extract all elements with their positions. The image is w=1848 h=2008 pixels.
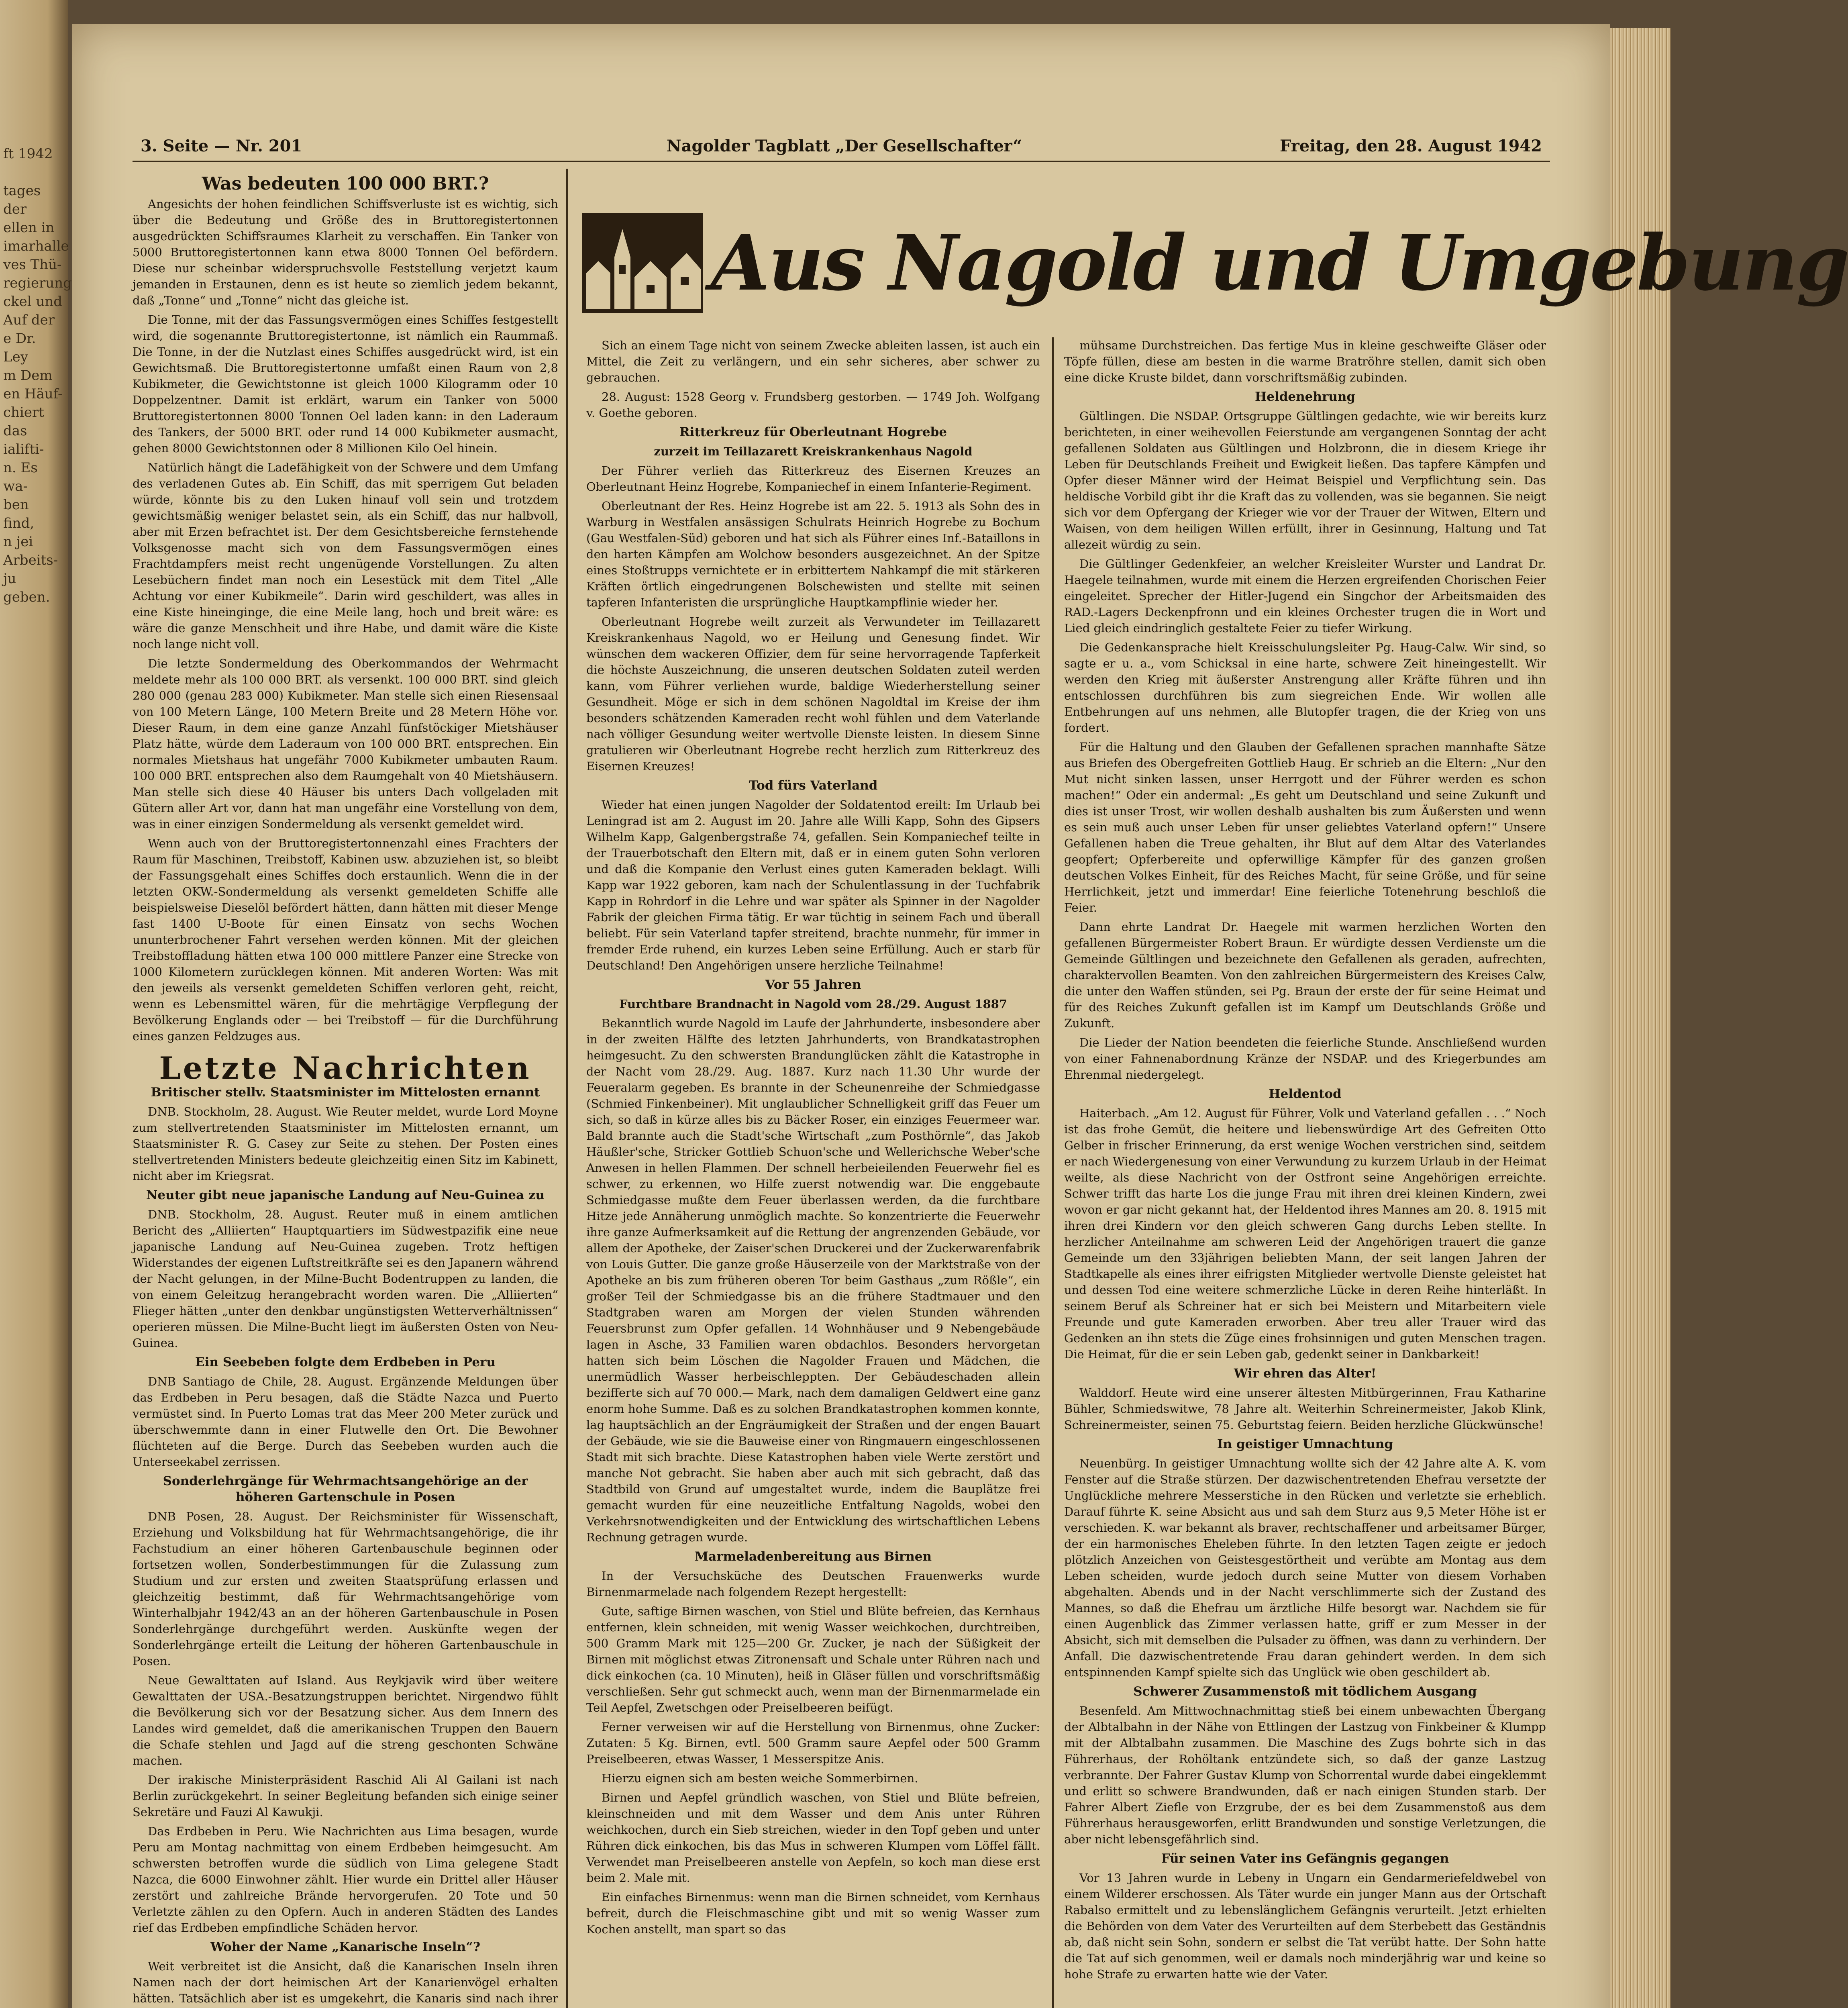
news-text: Weit verbreitet ist die Ansicht, daß die Kanarischen Inseln ihren Namen nach der dort heimischen Art der Kanarienvögel erhalten hätten. Tatsächlich aber ist es umgekehrt, die Kanaris sind nach ihrer [133,1959,558,2005]
spine-line: ben find, [3,497,35,531]
paragraph: Oberleutnant Hogrebe weilt zurzeit als Verwundeter im Teillazarett Kreiskrankenhaus Nagold, wo er Heilung und Genesung findet. Wir wünschen dem wackeren Offizier, dem für seine hervorragende Tapferkeit die höchste Auszeichnung, die unseren deutschen Soldaten zuteil werden kann, vom Führer verliehen wurde, baldige Wiederherstellung seiner Gesundheit. Möge er sich in dem schönen Nagoldtal im Kreise der ihm besonders schätzenden Kameraden recht wohl fühlen und dem Vaterlande nach völliger Gesundung weiter wertvolle Dienste leisten. In diesem Sinne gratulieren wir Oberleutnant Hogrebe recht herzlich zum Ritterkreuz des Eisernen Kreuzes! [586,615,1040,773]
spine-line: ialifti- [3,441,44,457]
news-items [133,1084,558,2008]
paragraph: In der Versuchsküche des Deutschen Frauenwerks wurde Birnenmarmelade nach folgendem Rezept hergestellt: [586,1569,1040,1599]
spine-line: tages der [3,183,41,217]
spine-line: e Dr. Ley [3,331,36,365]
spine-line [3,163,63,182]
column-rule [1052,337,1054,2008]
news-text: Das Erdbeben in Peru. Wie Nachrichten aus Lima besagen, wurde Peru am Montag nachmittag von einem Erdbeben heimgesucht. Am schwersten betroffen wurde die südlich von Lima gelegene Stadt Nazca, die 6000 Einwohner zählt. Hier wurde ein Drittel aller Häuser zerstört und zahlreiche Brände hervorgerufen. 20 Tote und 50 Verletzte zählen zu den Opfern. Auch in anderen Städten des Landes rief das Erdbeben empfindliche Schäden hervor. [133,1824,558,1935]
spine-line: ju geben. [3,571,50,605]
article-body [133,196,558,1044]
article-subheadline: zurzeit im Teillazarett Kreiskrankenhaus Nagold [654,445,973,458]
book-page-edges [1610,28,1671,2008]
news-text: Der irakische Ministerpräsident Raschid Ali Al Gailani ist nach Berlin zurückgekehrt. In seiner Begleitung befanden sich einige seiner Sekretäre und Fauzi Al Kawukji. [133,1773,558,1819]
article-headline: Vor 55 Jahren [765,977,861,992]
calendar-note: 28. August: 1528 Georg v. Frundsberg gestorben. — 1749 Joh. Wolfgang v. Goethe geboren. [586,390,1040,420]
paragraph: Gute, saftige Birnen waschen, von Stiel und Blüte befreien, das Kernhaus entfernen, klein schneiden, mit wenig Wasser weichkochen, durchtreiben, 500 Gramm Mark mit 125—200 Gr. Zucker, je nach der Süßigkeit der Birnen mit möglichst etwas Zitronensaft und Schale unter Rühren nach und dick einkochen (ca. 10 Minuten), heiß in Gläser füllen und vorschriftsmäßig verschließen. Sehr gut schmeckt auch, wenn man der Birnenmarmelade ein Teil Aepfel, Zwetschgen oder Preiselbeeren beifügt. [586,1604,1040,1714]
paragraph: Ein einfaches Birnenmus: wenn man die Birnen schneidet, vom Kernhaus befreit, durch die Fleischmaschine gibt und mit so wenig Wasser zum Kochen anstellt, man spart so das [586,1890,1040,1936]
paragraph: Natürlich hängt die Ladefähigkeit von der Schwere und dem Umfang des verladenen Gutes ab. Ein Schiff, das mit sperrigem Gut beladen würde, könnte bis zu den Luken hinauf voll sein und trotzdem gewichtsmäßig weniger belastet sein, als ein Schiff, das nur halbvoll, aber mit Erzen befrachtet ist. Der dem Gesichtsbereiche fernstehende Volksgenosse macht sich von dem Fassungsvermögen eines Frachtdampfers meist recht ungenügende Vorstellungen. Zu alten Lesebüchern findet man noch ein Lesestück mit dem Titel „Alle Achtung vor einer Kubikmeile“. Darin wird geschildert, was alles in eine Kiste hineinginge, die eine Meile lang, hoch und breit wäre: es wäre die ganze Menschheit und ihre Habe, und damit wäre die Kiste noch lange nicht voll. [133,461,558,651]
article-headline: Wir ehren das Alter! [1234,1366,1377,1381]
paragraph: Die Gedenkansprache hielt Kreisschulungsleiter Pg. Haug-Calw. Wir sind, so sagte er u. a., vom Schicksal in eine harte, schwere Zeit hineingestellt. Wir werden den Krieg mit äußerster Anstrengung aller Kräfte führen und ihn entschlossen durchführen bis zum siegreichen Ende. Wir wollen alle Entbehrungen auf uns nehmen, alle Blutopfer tragen, die der Krieg von uns fordert. [1064,641,1546,735]
paragraph: Die Tonne, mit der das Fassungsvermögen eines Schiffes festgestellt wird, die sogenannte Bruttoregistertonne, ist nämlich ein Raummaß. Die Tonne, in der die Nutzlast eines Schiffes ausgedrückt wird, ist ein Gewichtsmaß. Die Bruttoregistertonne umfaßt einen Raum von 2,8 Kubikmeter, die Gewichtstonne ist gleich 1000 Kilogramm oder 10 Doppelzentner. Damit ist erklärt, warum ein Tanker von 5000 Bruttoregistertonnen 8000 Tonnen Oel laden kann: in den Laderaum des Tankers, der 5000 BRT. oder rund 14 000 Kubikmeter ausmacht, gehen 8000 Gewichtstonnen oder 8 Millionen Kilo Oel hinein. [133,313,558,455]
town-woodcut-icon [582,213,703,313]
paragraph: Walddorf. Heute wird eine unserer ältesten Mitbürgerinnen, Frau Katharine Bühler, Schmiedswitwe, 78 Jahre alt. Weiterhin Schreinermeister, Jakob Klink, Schreinermeister, seinen 75. Geburtstag feiern. Beiden herzliche Glückwünsche! [1064,1386,1546,1432]
newspaper-name: Nagolder Tagblatt „Der Gesellschafter“ [667,137,1022,155]
paragraph: Wenn auch von der Bruttoregistertonnenzahl eines Frachters der Raum für Maschinen, Treibstoff, Kabinen usw. abzuziehen ist, so bleibt der Fassungsgehalt eines Schiffes doch erstaunlich. Wenn die in der letzten OKW.-Sondermeldung als versenkt gemeldeten Schiffe alle beispielsweise Dieselöl befördert hätten, dann hätten mit dieser Menge fast 1400 U-Boote für einen Einsatz von sechs Wochen ununterbrochener Fahrt versehen werden können. Mit der gleichen Treibstoffladung hätten etwa 100 000 mittlere Panzer eine Strecke von 1000 Kilometern zurücklegen können. Mit anderen Worten: Was mit den jeweils als versenkt gemeldeten Schiffen verloren geht, reicht, wenn es Lebensmittel wären, für die mehrtägige Verpflegung der Bevölkerung Englands oder — bei Treibstoff — für die Durchführung eines ganzen Feldzuges aus. [133,837,558,1043]
news-headline: Sonderlehrgänge für Wehrmachtsangehörige an der höheren Gartenschule in Posen [163,1474,528,1504]
spine-line: m Dem [3,367,53,384]
paragraph: Haiterbach. „Am 12. August für Führer, Volk und Vaterland gefallen . . .“ Noch ist das frohe Gemüt, die heitere und liebenswürdige Art des Gefreiten Otto Gelber in frischer Erinnerung, da erst wenige Wochen verstrichen sind, seitdem er nach Wiedergenesung von einer Verwundung zu kurzem Urlaub in der Heimat weilte, als diese Nachricht von der Ostfront seine Angehörigen erreichte. Schwer trifft das harte Los die junge Frau mit ihren drei kleinen Kindern, zwei wovon er gar nicht gekannt hat, der Heldentod ihres Mannes am 20. 8. 1915 mit ihren drei Kindern vor den gleich schweren Gang durchs Leben stellte. In herzlicher Anteilnahme am schweren Leid der Angehörigen trauert die ganze Gemeinde um den 33jährigen beliebten Mann, der seit langen Jahren der Stadtkapelle als eines ihrer eifrigsten Mitglieder wertvolle Dienste geleistet hat und dessen Tod eine weitere schmerzliche Lücke in deren Reihe hinterläßt. In seinem Beruf als Schreiner hat er sich bei Meistern und Mitarbeitern viele Freunde und gute Kameraden erworben. Aber treu aller Trauer wird das Gedenken an ihn stets die Züge eines frohsinnigen und guten Menschen tragen. Die Heimat, für die er sein Leben gab, gedenkt seiner in Dankbarkeit! [1064,1106,1546,1361]
paragraph: Gültlingen. Die NSDAP. Ortsgruppe Gültlingen gedachte, wie wir bereits kurz berichteten, in einer weihevollen Feierstunde am vergangenen Sonntag der acht gefallenen Soldaten aus Gültlingen und Holzbronn, die in diesem Kriege ihr Leben für Deutschlands Freiheit und Ewigkeit ließen. Das tapfere Kämpfen und Opfer dieser Männer wird der Heimat Beispiel und Verpflichtung sein. Das heldische Vorbild gibt ihr die Kraft das zu vollenden, was sie begannen. Sie neigt sich vor dem Opfergang der Krieger wie vor der Trauer der Witwen, Eltern und Waisen, von dem heiligen Willen erfüllt, ihrer in Gesinnung, Haltung und Tat allezeit würdig zu sein. [1064,409,1546,551]
paragraph: Die letzte Sondermeldung des Oberkommandos der Wehrmacht meldete mehr als 100 000 BRT. als versenkt. 100 000 BRT. sind gleich 280 000 (genau 283 000) Kubikmeter. Man stelle sich einen Riesensaal von 100 Metern Länge, 100 Metern Breite und 28 Metern Höhe vor. Dieser Raum, in dem eine ganze Anzahl fünfstöckiger Mietshäuser Platz hätte, würde dem Laderaum von 100 000 BRT. entsprechen. Ein normales Mietshaus hat ungefähr 7000 Kubikmeter umbauten Raum. 100 000 BRT. entsprechen also dem Raumgehalt von 40 Mietshäusern. Man stelle sich diese 40 Häuser bis unters Dach vollgeladen mit Gütern aller Art vor, dann hat man ungefähr eine Vorstellung von dem, was in einer einzigen Sondermeldung als versenkt gemeldet wird. [133,657,558,831]
column-rule [566,169,568,2008]
adjacent-page-text [3,145,72,606]
section-masthead [582,209,1848,325]
column-2 [586,337,1040,2008]
article-subheadline: Furchtbare Brandnacht in Nagold vom 28./29. August 1887 [619,997,1008,1011]
newspaper-page [72,24,1848,2008]
continued-text: mühsame Durchstreichen. Das fertige Mus in kleine geschweifte Gläser oder Töpfe füllen, diese am besten in die warme Bratröhre stellen, damit sich oben eine dicke Kruste bildet, dann vorschriftsmäßig zubinden. [1064,339,1546,384]
paragraph: Neuenbürg. In geistiger Umnachtung wollte sich der 42 Jahre alte A. K. vom Fenster auf die Straße stürzen. Der dazwischentretenden Ehefrau versetzte der Unglückliche mehrere Messerstiche in den Rücken und verletzte sie erheblich. Darauf führte K. seine Absicht aus und sah dem Sturz aus 9,5 Meter Höhe ist er verschieden. K. war bekannt als braver, rechtschaffener und arbeitsamer Bürger, der ein harmonisches Eheleben führte. In den letzten Tagen zeigte er jedoch plötzlich Anzeichen von Geistesgestörtheit und verübte am Montag aus dem Leben scheiden, wurde jedoch durch seine Mutter von diesem Vorhaben abgehalten. Abends und in der Nacht verschlimmerte sich der Zustand des Mannes, so daß die Ehefrau um ärztliche Hilfe besorgt war. Nachdem sie für einen Augenblick das Zimmer verlassen hatte, griff er zum Messer in der Absicht, sich mit demselben die Pulsader zu öffnen, was dann zu verhindern. Der Anfall. Die dazwischentretende Frau daran gehindert werden. In dem sich entspinnenden Kampf spielte sich das Unglück wie oben geschildert ab. [1064,1457,1546,1679]
paragraph: Für die Haltung und den Glauben der Gefallenen sprachen mannhafte Sätze aus Briefen des Obergefreiten Gottlieb Haug. Er schrieb an die Eltern: „Nur den Mut nicht sinken lassen, unser Herrgott und der Führer werden es schon machen!“ Oder ein andermal: „Es geht um Deutschland und seine Zukunft und dies ist unser Trost, wir wollen deshalb aushalten bis zum Äußersten und wenn es sein muß auch unser Leben für unser geliebtes Vaterland opfern!“ Unsere Gefallenen haben die Treue gehalten, ihr Blut auf dem Altar des Vaterlandes geopfert; Opferbereite und opferwillige Kämpfer für des ganzen großen deutschen Volkes Einheit, für des Reiches Macht, für seine Größe, und für seine Herrlichkeit, jetzt und immerdar! Eine feierliche Totenehrung beschloß die Feier. [1064,740,1546,914]
news-headline: Ein Seebeben folgte dem Erdbeben in Peru [195,1355,496,1369]
spine-line: ckel und [3,294,63,310]
paragraph: Die Lieder der Nation beendeten die feierliche Stunde. Anschließend wurden von einer Fahnenabordnung Kränze der NSDAP. und des Kriegerbundes am Ehrenmal niedergelegt. [1064,1036,1546,1082]
article-headline: Tod fürs Vaterland [749,778,878,793]
spine-line: ellen in [3,220,55,236]
paragraph: Angesichts der hohen feindlichen Schiffsverluste ist es wichtig, sich über die Bedeutung und Größe des in Bruttoregistertonnen ausgedrückten Schiffsraumes Klarheit zu verschaffen. Ein Tanker von 5000 Bruttoregistertonnen kann etwa 8000 Tonnen Oel befördern. Diese nur scheinbar widerspruchsvolle Feststellung verjetzt kaum jemanden in Erstaunen, denn es ist heute so ziemlich jedem bekannt, daß „Tonne“ und „Tonne“ nicht das gleiche ist. [133,197,558,307]
news-section-headline: Letzte Nachrichten [159,1050,532,1086]
paragraph: Die Gültlinger Gedenkfeier, an welcher Kreisleiter Wurster und Landrat Dr. Haegele teilnahmen, wurde mit einem die Herzen ergreifenden Chorischen Feier eingeleitet. Sprecher der Hitler-Jugend ein Singchor der Arbeitsmaiden des RAD.-Lagers Deckenpfronn und ein kleines Orchester trugen die in Wort und Lied gleich eindringlich gestaltete Feier zu tiefer Wirkung. [1064,557,1546,635]
local-news [1064,389,1546,1982]
articles [586,424,1040,1937]
spine-line: Arbeits- [3,552,58,568]
news-text: Neue Gewalttaten auf Island. Aus Reykjavik wird über weitere Gewalttaten der USA.-Besatzungstruppen berichtet. Nirgendwo fühlt die Bevölkerung sich vor der Besatzung sicher. Aus dem Innern des Landes wird gemeldet, daß die amerikanischen Truppen den Bauern die Schafe stehlen und Jagd auf die streng geschonten Schwäne machen. [133,1673,558,1767]
paragraph: Der Führer verlieh das Ritterkreuz des Eisernen Kreuzes an Oberleutnant Heinz Hogrebe, Kompaniechef in einem Infanterie-Regiment. [586,464,1040,494]
article-headline: Schwerer Zusammenstoß mit tödlichem Ausgang [1133,1684,1477,1699]
article-headline: In geistiger Umnachtung [1217,1437,1393,1451]
spine-line: imarhalle [3,238,69,254]
paragraph: Besenfeld. Am Mittwochnachmittag stieß bei einem unbewachten Übergang der Albtalbahn in der Nähe von Ettlingen der Lastzug von Finkbeiner & Klumpp mit der Albtalbahn zusammen. Die Maschine des Zugs bohrte sich in das Führerhaus, der Rohöltank entzündete sich, so daß der ganze Lastzug verbrannte. Der Fahrer Gustav Klump von Schorrental wurde dabei eingeklemmt und erlitt so schwere Brandwunden, daß er nach einigen Stunden starb. Der Fahrer Albert Ziefle von Erzgrube, der es bei dem Zusammenstoß aus dem Führerhaus herausgeworfen, erlitt Brandwunden und sonstige Verletzungen, die aber nicht lebensgefährlich sind. [1064,1704,1546,1846]
spine-line: n jei [3,534,33,550]
article-headline: Heldentod [1269,1087,1342,1101]
news-headline: Woher der Name „Kanarische Inseln“? [210,1940,481,1954]
spine-line: ves Thü- [3,257,62,273]
page-number: 3. Seite — Nr. 201 [141,137,302,155]
paragraph: Vor 13 Jahren wurde in Lebeny in Ungarn ein Gendarmeriefeldwebel von einem Wilderer erschossen. Als Täter wurde ein junger Mann aus der Ortschaft Rabalso ermittelt und zu lebenslänglichem Gefängnis verurteilt. Jetzt erhielten die Behörden von dem Vater des Verurteilten auf dem Sterbebett das Geständnis ab, daß nicht sein Sohn, sondern er selbst die Tat verübt hatte. Der Sohn hatte die Tat auf sich genommen, weil er damals noch minderjährig war und keine so hohe Strafe zu erwarten hatte wie der Vater. [1064,1871,1546,1981]
column-3 [1064,337,1546,2008]
news-text: DNB Posen, 28. August. Der Reichsminister für Wissenschaft, Erziehung und Volksbildung hat für Wehrmachtsangehörige, die ihr Fachstudium an einer höheren Gartenbauschule beginnen oder fortsetzen wollen, Sonderbestimmungen für die Zulassung zum Studium und zur ersten und zweiten Staatsprüfung erlassen und gleichzeitig bestimmt, daß für Wehrmachtsangehörige vom Winterhalbjahr 1942/43 an an der höheren Gartenbauschule in Posen Sonderlehrgänge durchgeführt werden. Auskünfte wegen der Sonderlehrgänge erteilt die Leitung der höheren Gartenbauschule in Posen. [133,1510,558,1668]
article-headline: Marmeladenbereitung aus Birnen [694,1549,932,1564]
paragraph: Dann ehrte Landrat Dr. Haegele mit warmen herzlichen Worten den gefallenen Bürgermeister Robert Braun. Er würdigte dessen Verdienste um die Gemeinde Gültlingen und bezeichnete den Gefallenen als geraden, aufrechten, charaktervollen Beamten. Von den zahlreichen Bürgermeistern des Kreises Calw, die unter den Waffen stünden, sei Pg. Braun der erste der für seine Heimat und für des Reiches Zukunft gefallen ist im Kampf um Deutschlands Größe und Zukunft. [1064,920,1546,1030]
paragraph: Ferner verweisen wir auf die Herstellung von Birnenmus, ohne Zucker: Zutaten: 5 Kg. Birnen, evtl. 500 Gramm saure Aepfel oder 500 Gramm Preiselbeeren, etwas Wasser, 1 Messerspitze Anis. [586,1720,1040,1766]
news-headline: Britischer stellv. Staatsminister im Mittelosten ernannt [151,1085,540,1100]
column-1 [133,169,558,2008]
article-headline: Heldenehrung [1254,390,1356,404]
news-text: DNB Santiago de Chile, 28. August. Ergänzende Meldungen über das Erdbeben in Peru besagen, daß die Städte Nazca und Puerto vermüstet sind. In Puerto Lomas trat das Meer 200 Meter zurück und überschwemmte dann in einer Flutwelle den Ort. Die Bewohner flüchteten auf die Berge. Durch das Seebeben wurden auch die Unterseekabel zerrissen. [133,1375,558,1469]
paragraph: Oberleutnant der Res. Heinz Hogrebe ist am 22. 5. 1913 als Sohn des in Warburg in Westfalen ansässigen Schulrats Heinrich Hogrebe zu Bochum (Gau Westfalen-Süd) geboren und hat sich als Führer eines Inf.-Bataillons in den harten Kämpfen am Wolchow besonders ausgezeichnet. An der Spitze eines Stoßtrupps vernichtete er in erbittertem Nahkampf die mit stärkeren Kräften örtlich eingedrungenen Bolschewisten und stellte mit seinen tapferen Infanteristen die ursprüngliche Hauptkampflinie wieder her. [586,499,1040,609]
issue-date: Freitag, den 28. August 1942 [1280,137,1542,155]
news-text: DNB. Stockholm, 28. August. Wie Reuter meldet, wurde Lord Moyne zum stellvertretenden Staatsminister im Mittelosten ernannt, um Staatsminister R. G. Casey zur Seite zu stehen. Der Posten eines stellvertretenden Ministers bedeute gleichzeitig einen Sitz im Kabinett, nicht aber im Kriegsrat. [133,1105,558,1183]
paragraph: Hierzu eignen sich am besten weiche Sommerbirnen. [602,1771,918,1785]
adjacent-page-edge [0,0,72,2008]
page-header [133,129,1550,162]
spine-line: chiert das [3,404,44,439]
article-headline: Für seinen Vater ins Gefängnis gegangen [1161,1851,1449,1866]
spine-line: regierung [3,275,72,291]
news-text: DNB. Stockholm, 28. August. Reuter muß in einem amtlichen Bericht des „Alliierten“ Hauptquartiers im Südwestpazifik eine neue japanische Landung auf Neu-Guinea zugeben. Trotz heftigen Widerstandes der eigenen Luftstreitkräfte sei es den Japanern während der Nacht gelungen, in der Milne-Bucht Bodentruppen zu landen, die von einem Geleitzug herangebracht worden waren. Die „Alliierten“ Flieger hätten „unter den denkbar ungünstigsten Wetterverhältnissen“ operieren müssen. Die Milne-Bucht liegt im äußersten Osten von Neu-Guinea. [133,1208,558,1350]
article-headline: Ritterkreuz für Oberleutnant Hogrebe [679,425,947,439]
motto: Sich an einem Tage nicht von seinem Zwecke ableiten lassen, ist auch ein Mittel, die Zeit zu verlängern, und ein sehr sicheres, aber schwer zu gebrauchen. [586,339,1040,384]
paragraph: Birnen und Aepfel gründlich waschen, von Stiel und Blüte befreien, kleinschneiden und mit dem Wasser und dem Anis unter Rühren weichkochen, durch ein Sieb streichen, wieder in den Topf geben und unter Rühren dick einkochen, bis das Mus in schweren Klumpen vom Löffel fällt. Verwendet man Preiselbeeren anstelle von Aepfeln, so koch man diese erst beim 2. Male mit. [586,1791,1040,1885]
paragraph: Bekanntlich wurde Nagold im Laufe der Jahrhunderte, insbesondere aber in der zweiten Hälfte des letzten Jahrhunderts, von Brandkatastrophen heimgesucht. Zu den schwersten Brandunglücken zählt die Katastrophe in der Nacht vom 28./29. Aug. 1887. Kurz nach 11.30 Uhr wurde der Feueralarm gegeben. Es brannte in der Scheunenreihe der Schmiedgasse (Schmied Finkenbeiner). Mit unglaublicher Schnelligkeit griff das Feuer um sich, so daß in kürze alles bis zu Bäcker Roser, ein einziges Feuermeer war. Bald brannte auch die Stadt'sche Wirtschaft „zum Posthörnle“, das Jakob Häußler'sche, Stricker Gottlieb Schuon'sche und Wellerichsche Weber'sche Anwesen in hellen Flammen. Der schnell herbeieilenden Feuerwehr fiel es schwer, zu erkennen, wo Hilfe zuerst notwendig war. Die enggebaute Schmiedgasse mußte dem Feuer überlassen werden, da die furchtbare Hitze jede Annäherung unmöglich machte. So konzentrierte die Feuerwehr ihre ganze Aufmerksamkeit auf die Rettung der angrenzenden Gebäude, vor allem der Apotheke, der Zaiser'schen Druckerei und der Zuckerwarenfabrik von Louis Gutter. Die ganze große Häuserzeile von der Marktstraße von der Apotheke an bis zum früheren oberen Tor beim Gasthaus „zum Rößle“, ein großer Teil der Schmiedgasse bis an die frühere Stadtmauer und den Stadtgraben waren am Morgen der vielen Stunden währenden Feuersbrunst zum Opfer gefallen. 14 Wohnhäuser und 9 Nebengebäude lagen in Asche, 33 Familien waren obdachlos. Besonders hervorgetan hatten sich beim Löschen die Nagolder Frauen und Mädchen, die unermüdlich Wasser herbeischleppten. Der Gebäudeschaden allein bezifferte sich auf 70 000.— Mark, nach dem damaligen Geldwert eine ganz enorm hohe Summe. Daß es zu solchen Brandkatastrophen kommen konnte, lag hauptsächlich an der Engräumigkeit der Straßen und der engen Bauart der Gebäude, wie sie die Bauweise einer von Ringmauern eingeschlossenen Stadt mit sich brachte. Diese Katastrophen haben viele Werte zerstört und manche Not gebracht. Sie haben aber auch mit sich gebracht, daß das Stadtbild von Grund auf umgestaltet wurde, indem die Bauplätze frei gemacht wurden für eine neuzeitliche Entfaltung Nagolds, wobei den Verkehrsnotwendigkeiten und der Entwicklung des wirtschaftlichen Lebens Rechnung getragen wurde. [586,1016,1040,1544]
spine-line: n. Es wa- [3,460,38,494]
paragraph: Wieder hat einen jungen Nagolder der Soldatentod ereilt: Im Urlaub bei Leningrad ist am 2. August im 20. Jahre alle Willi Kapp, Sohn des Gipsers Wilhelm Kapp, Galgenbergstraße 74, gefallen. Sein Kompaniechef teilte in der Trauerbotschaft den Eltern mit, daß er in einem guten Sohn verloren und daß die Kompanie den Verlust eines guten Kameraden beklagt. Willi Kapp war 1922 geboren, kam nach der Schulentlassung in der Tuchfabrik Kapp in Rohrdorf in die Lehre und war später als Spinner in der Nagolder Fabrik der gleichen Firma tätig. Er war tüchtig in seinem Fach und überall beliebt. Für sein Vaterland tapfer streitend, brachte nunmehr, für immer in fremder Erde ruhend, ein kurzes Leben seine Erfüllung. Auch er starb für Deutschland! Den Angehörigen unsere herzliche Teilnahme! [586,798,1040,972]
masthead-title: Aus Nagold und Umgebung [711,218,1848,308]
article-headline: Was bedeuten 100 000 BRT.? [202,173,489,194]
news-headline: Neuter gibt neue japanische Landung auf Neu-Guinea zu [146,1188,545,1202]
spine-line: ft 1942 [3,146,53,162]
spine-line: en Häuf- [3,386,63,402]
spine-line: Auf der [3,312,55,328]
